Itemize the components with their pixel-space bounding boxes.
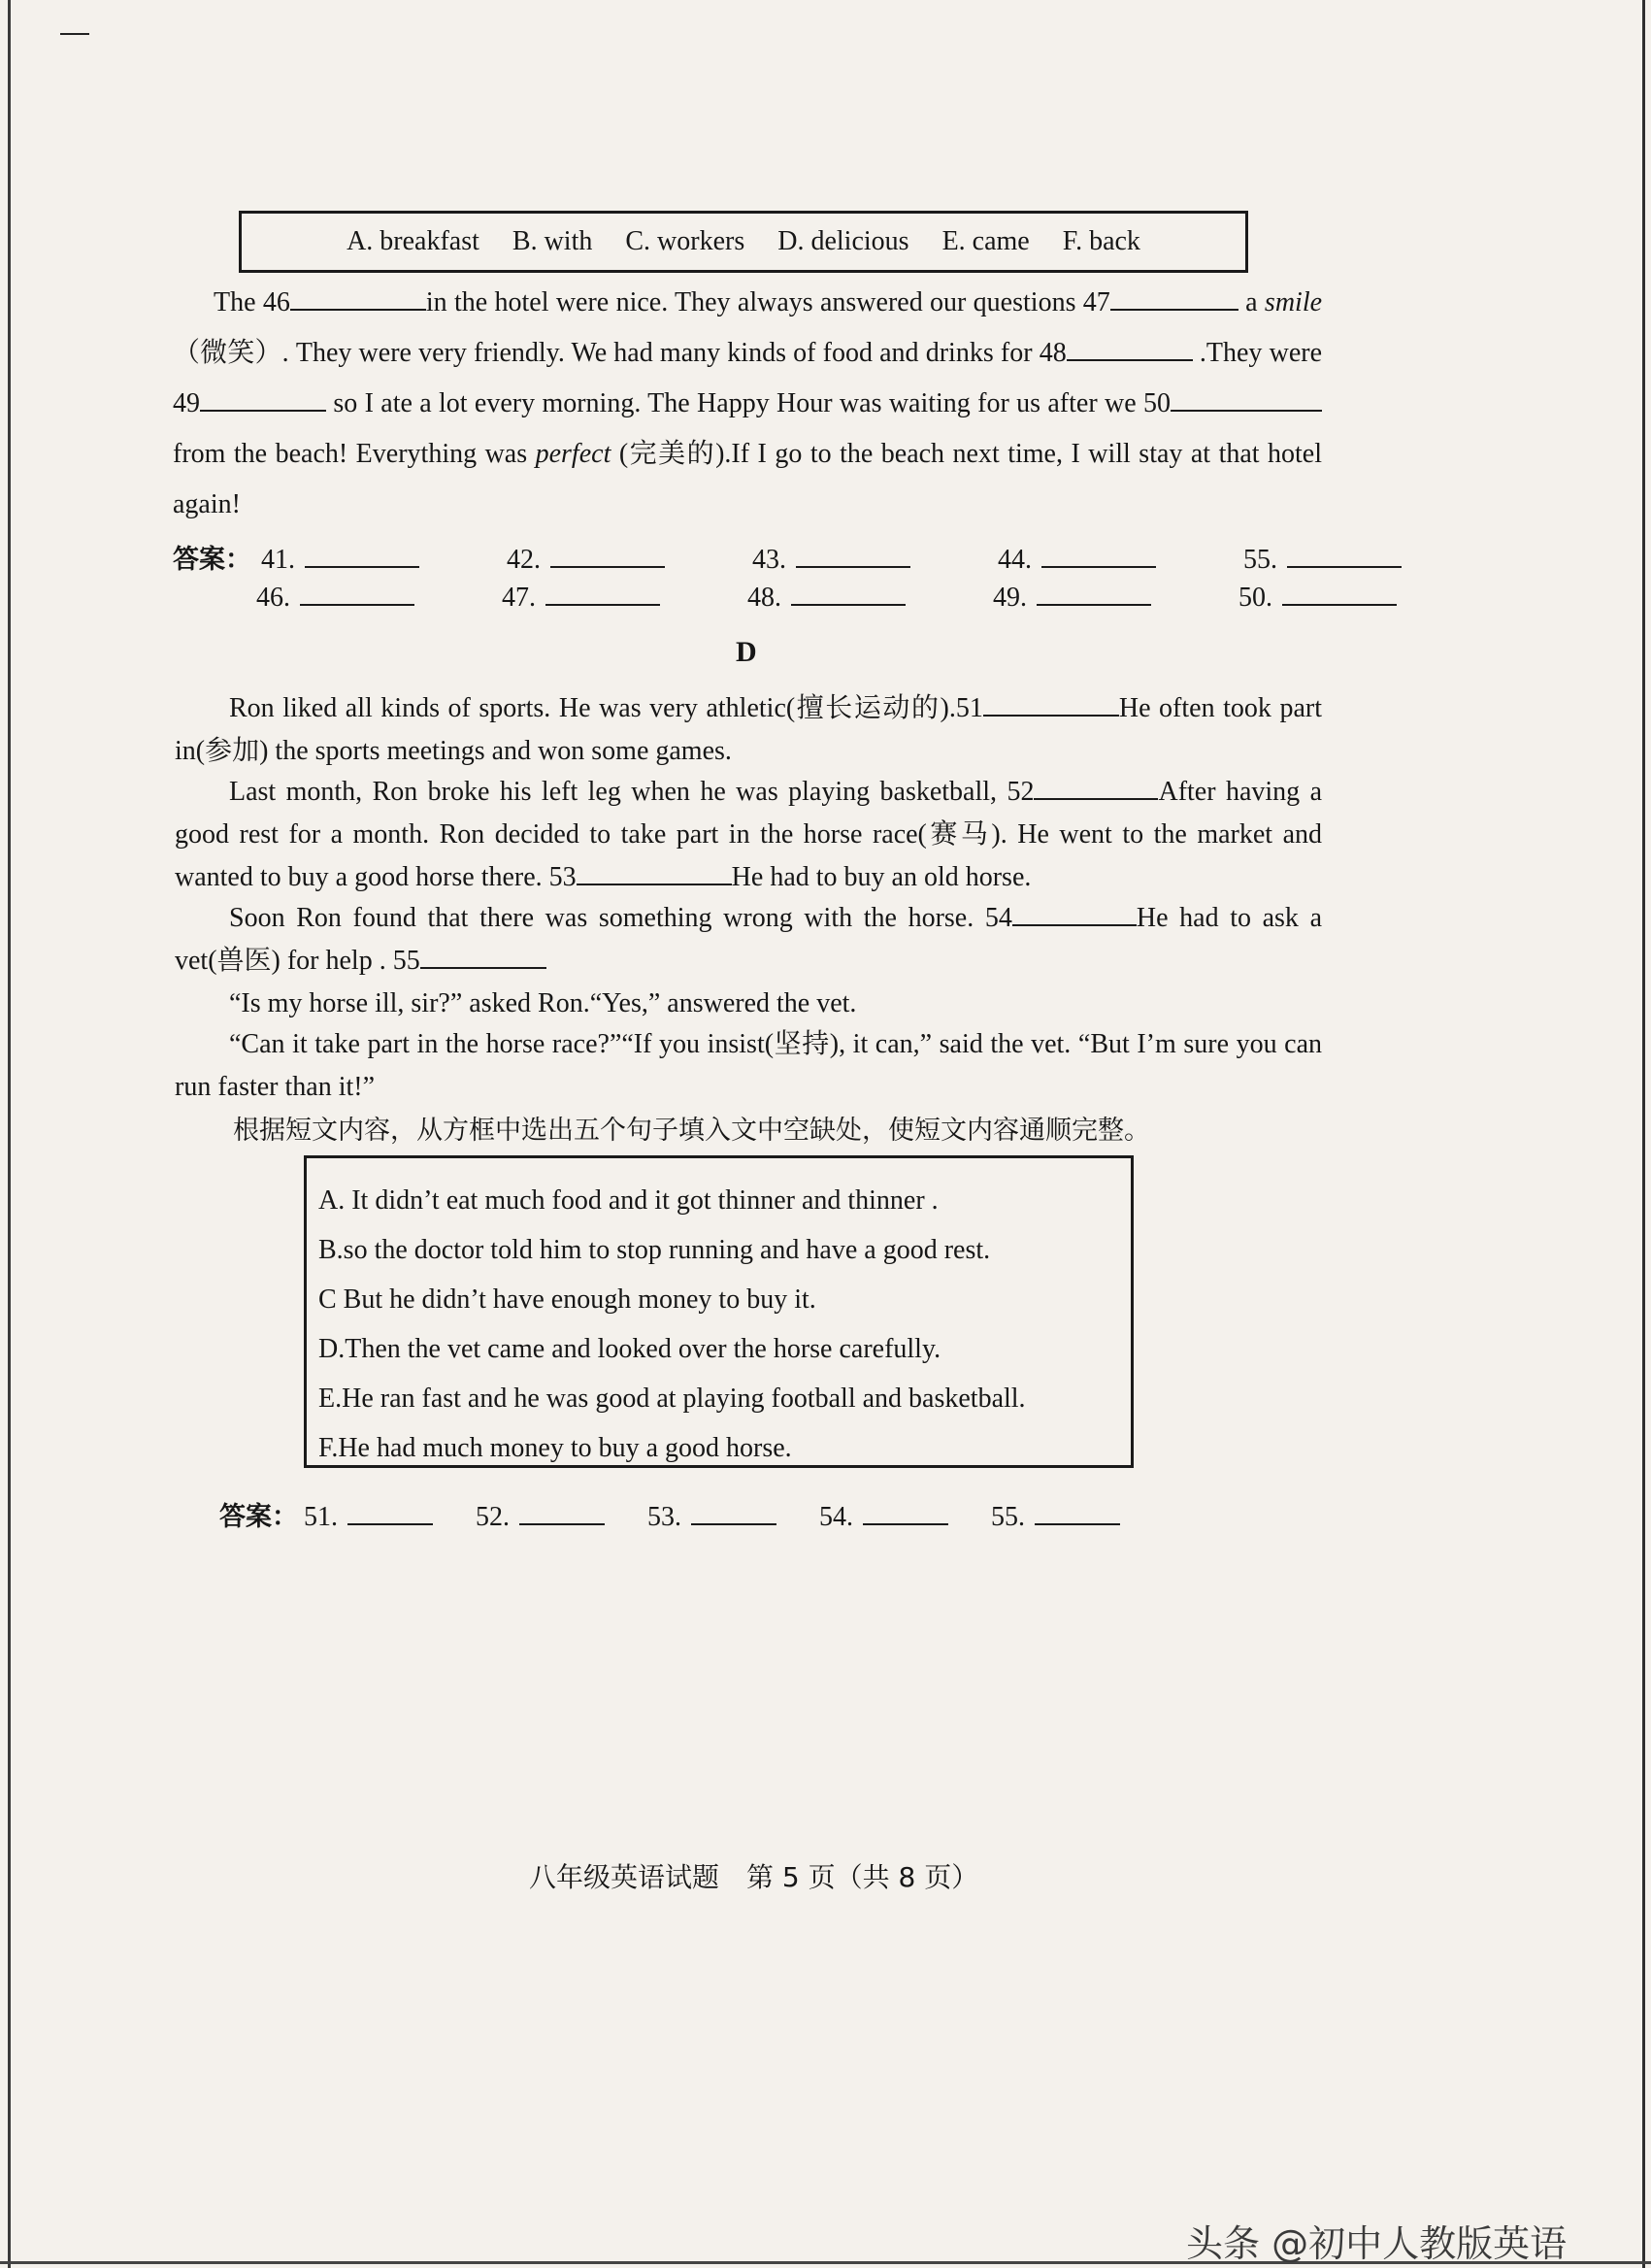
answer-row-c2 <box>256 583 1397 614</box>
answer-number: 48. <box>747 583 781 613</box>
passage-text: After having a good rest for a month. Ron decided to take part in the horse race(赛马). He went to the market and wanted to buy a good horse there. 53 <box>175 777 1323 892</box>
passage-text: He had to buy an old horse. <box>731 862 1032 892</box>
passage-text: from the beach! Everything was <box>173 439 528 469</box>
passage-c <box>173 278 1322 530</box>
scan-edge-left <box>8 0 11 2268</box>
page-footer: 八年级英语试题 第 5 页（共 8 页） <box>529 1861 979 1893</box>
blank-47[interactable] <box>1110 285 1238 311</box>
answer-number: 46. <box>256 583 290 613</box>
watermark: 头条 @初中人教版英语 <box>1186 2222 1568 2265</box>
answer-blank[interactable] <box>791 583 906 606</box>
word-option: A. breakfast <box>347 226 479 256</box>
sentence-option: B.so the doctor told him to stop running and have a good rest. <box>318 1235 991 1265</box>
answer-number: 43. <box>752 545 786 575</box>
blank-51[interactable] <box>983 691 1119 717</box>
blank-50[interactable] <box>1171 386 1322 412</box>
passage-text: a <box>1245 287 1258 317</box>
corner-mark <box>60 33 89 35</box>
answer-blank[interactable] <box>796 545 910 568</box>
answer-number: 50. <box>1238 583 1272 613</box>
passage-text: He had to ask a vet(兽医) for help . 55 <box>175 903 1322 976</box>
answer-number: 52. <box>476 1502 510 1532</box>
answer-item <box>747 583 906 614</box>
answer-number: 42. <box>507 545 541 575</box>
sentence-option: D.Then the vet came and looked over the horse carefully. <box>318 1334 941 1364</box>
answer-number: 51. <box>304 1502 338 1532</box>
answer-blank[interactable] <box>1282 583 1397 606</box>
word-option: C. workers <box>625 226 745 256</box>
scan-edge-right <box>1642 0 1645 2268</box>
answer-item <box>819 1502 948 1533</box>
answer-blank[interactable] <box>300 583 414 606</box>
answer-blank[interactable] <box>1041 545 1156 568</box>
instruction-text: 根据短文内容，从方框中选出五个句子填入文中空缺处，使短文内容通顺完整。 <box>233 1116 1150 1146</box>
answer-blank[interactable] <box>863 1502 948 1525</box>
passage-text: (完美的).If I go to the beach next time, I will stay at that hotel again! <box>173 439 1323 519</box>
passage-text: in the hotel were nice. They always answered our questions 47 <box>425 287 1110 317</box>
sentence-options-box <box>304 1155 1134 1468</box>
answer-row-c1 <box>173 538 1402 576</box>
section-d-paragraph-4: “Is my horse ill, sir?” asked Ron.“Yes,” answered the vet. <box>229 988 857 1018</box>
passage-text: He often took part in(参加) the sports meetings and won some games. <box>175 693 1322 766</box>
answer-item <box>991 1502 1120 1533</box>
word-option: F. back <box>1062 226 1140 256</box>
blank-53[interactable] <box>577 860 732 885</box>
answer-item <box>993 583 1151 614</box>
answer-blank[interactable] <box>1037 583 1151 606</box>
answer-item <box>502 583 660 614</box>
blank-48[interactable] <box>1067 336 1193 361</box>
sentence-option: F.He had much money to buy a good horse. <box>318 1433 792 1463</box>
sentence-option: A. It didn’t eat much food and it got thinner and thinner . <box>318 1185 939 1216</box>
blank-46[interactable] <box>290 285 426 311</box>
answer-blank[interactable] <box>305 545 419 568</box>
answer-blank[interactable] <box>550 545 665 568</box>
blank-52[interactable] <box>1034 775 1158 800</box>
answer-item <box>752 545 910 576</box>
section-d-paragraph-2 <box>175 771 1322 899</box>
word-option: D. delicious <box>777 226 909 256</box>
section-d-paragraph-5: “Can it take part in the horse race?”“If you insist(坚持), it can,” said the vet. “But I’m sure you can run faster than it!” <box>175 1029 1322 1102</box>
passage-italic: smile <box>1264 287 1323 317</box>
answer-number: 55. <box>991 1502 1025 1532</box>
answer-blank[interactable] <box>1287 545 1402 568</box>
answer-item <box>476 1502 605 1533</box>
answer-item <box>647 1502 776 1533</box>
word-option: E. came <box>941 226 1030 256</box>
passage-text: so I ate a lot every morning. The Happy Hour was waiting for us after we 50 <box>333 388 1172 418</box>
answer-blank[interactable] <box>347 1502 433 1525</box>
blank-55[interactable] <box>420 944 546 969</box>
word-bank-box <box>239 211 1248 273</box>
answer-item <box>304 1502 433 1533</box>
sentence-option: C But he didn’t have enough money to buy it. <box>318 1284 816 1315</box>
answer-item <box>1243 545 1402 576</box>
answer-blank[interactable] <box>1035 1502 1120 1525</box>
passage-text: The 46 <box>214 287 290 317</box>
answer-item <box>507 545 665 576</box>
section-d-title: D <box>736 636 757 668</box>
passage-text: Soon Ron found that there was something wrong with the horse. 54 <box>229 903 1012 933</box>
answer-blank[interactable] <box>519 1502 605 1525</box>
answer-item <box>1238 583 1397 614</box>
answer-number: 47. <box>502 583 536 613</box>
answer-number: 53. <box>647 1502 681 1532</box>
answer-label: 答案： <box>219 1502 298 1532</box>
passage-text: （微笑）. They were very friendly. We had many kinds of food and drinks for 48 <box>173 338 1067 368</box>
passage-text: Ron liked all kinds of sports. He was very athletic(擅长运动的).51 <box>229 693 983 723</box>
passage-italic: perfect <box>535 439 611 469</box>
blank-49[interactable] <box>200 386 326 412</box>
answer-item <box>261 545 419 576</box>
answer-number: 41. <box>261 545 295 575</box>
passage-text: .They were 49 <box>173 338 1322 418</box>
section-d-paragraph-1 <box>175 687 1322 773</box>
answer-row-d <box>219 1495 1120 1533</box>
word-option: B. with <box>512 226 593 256</box>
section-d-paragraph-3 <box>175 897 1322 983</box>
answer-item <box>998 545 1156 576</box>
blank-54[interactable] <box>1012 901 1137 926</box>
answer-item <box>256 583 414 614</box>
sentence-option: E.He ran fast and he was good at playing football and basketball. <box>318 1384 1026 1414</box>
answer-blank[interactable] <box>545 583 660 606</box>
answer-blank[interactable] <box>691 1502 776 1525</box>
answer-number: 55. <box>1243 545 1277 575</box>
passage-text: Last month, Ron broke his left leg when he was playing basketball, 52 <box>229 777 1035 807</box>
answer-number: 54. <box>819 1502 853 1532</box>
answer-number: 44. <box>998 545 1032 575</box>
answer-number: 49. <box>993 583 1027 613</box>
answer-label: 答案： <box>173 545 251 575</box>
